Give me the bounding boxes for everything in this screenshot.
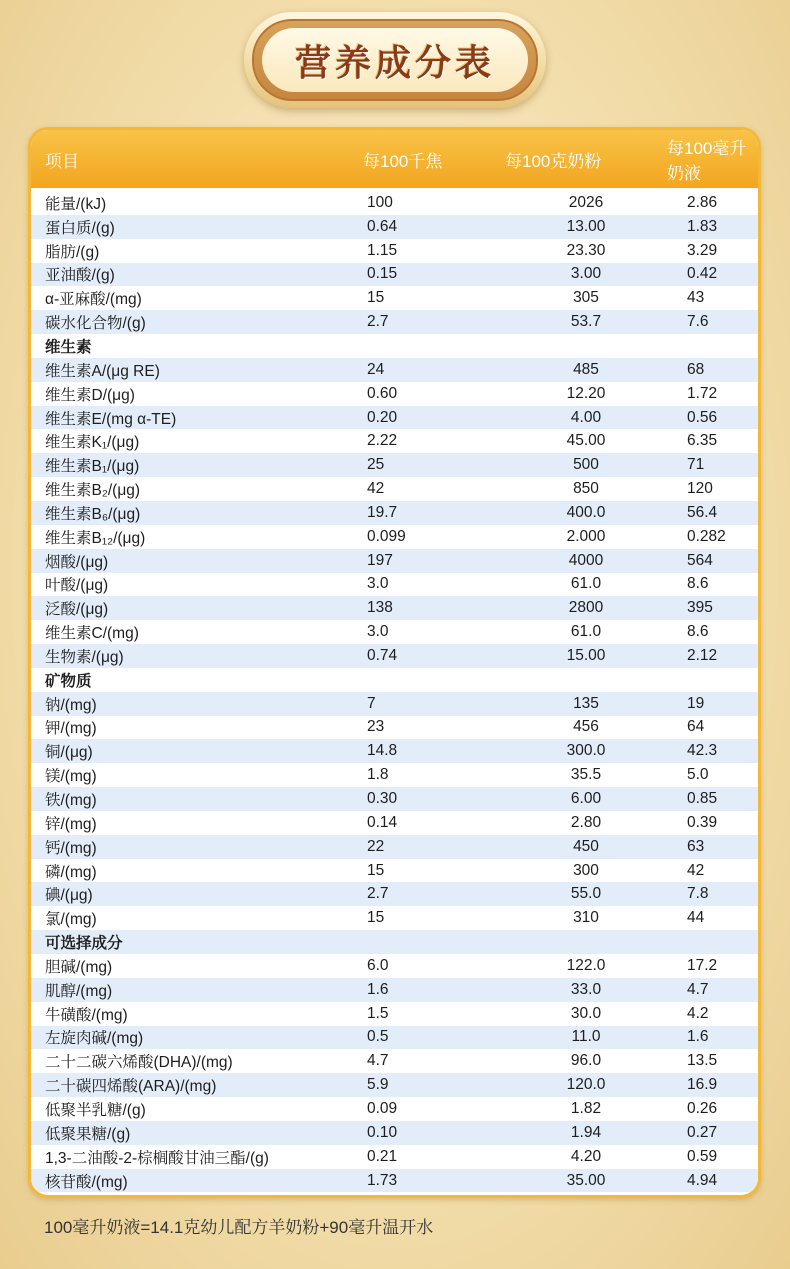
cell-per-100g: 6.00 [570, 790, 602, 808]
cell-per-100kj: 4.7 [367, 1052, 389, 1070]
cell-per-100kj: 197 [367, 551, 393, 569]
cell-nutrient: 镁/(mg) [45, 768, 97, 786]
cell-nutrient: 钠/(mg) [45, 696, 97, 714]
cell-nutrient: 维生素D/(μg) [45, 386, 135, 404]
cell-per-100g: 23.30 [566, 241, 606, 259]
cell-per-100kj: 2.7 [367, 885, 389, 903]
cell-per-100g: 122.0 [566, 956, 606, 974]
cell-nutrient: 肌醇/(mg) [45, 982, 113, 1000]
cell-nutrient: 维生素E/(mg α-TE) [45, 410, 177, 428]
table-row [31, 763, 758, 787]
table-row [31, 453, 758, 477]
table-row [31, 835, 758, 859]
cell-per-100g: 35.00 [566, 1171, 606, 1189]
table-row [31, 358, 758, 382]
cell-per-100kj: 23 [367, 718, 385, 736]
page-title: 营养成分表 [294, 42, 495, 84]
cell-per-100g: 310 [573, 909, 599, 927]
cell-per-100kj: 25 [367, 456, 385, 474]
table-row [31, 644, 758, 668]
table-row [31, 191, 758, 215]
cell-per-100kj: 138 [367, 599, 393, 617]
cell-per-100g: 61.0 [570, 575, 602, 593]
cell-per-100ml: 564 [687, 551, 713, 569]
table-header [31, 130, 758, 188]
header-per-100g-powder: 每100克奶粉 [505, 151, 602, 171]
table-row [31, 501, 758, 525]
cell-nutrient: 维生素B₆/(μg) [45, 505, 141, 523]
cell-nutrient: 二十碳四烯酸(ARA)/(mg) [45, 1078, 217, 1096]
table-row [31, 954, 758, 978]
cell-per-100g: 11.0 [571, 1028, 601, 1046]
cell-per-100g: 4.20 [570, 1147, 602, 1165]
cell-per-100ml: 0.27 [687, 1123, 718, 1141]
table-row [31, 310, 758, 334]
cell-per-100ml: 395 [687, 599, 713, 617]
cell-per-100ml: 42.3 [687, 742, 718, 760]
cell-nutrient: 维生素A/(μg RE) [45, 362, 160, 380]
cell-per-100ml: 71 [687, 456, 705, 474]
table-row [31, 263, 758, 287]
cell-nutrient: 叶酸/(μg) [45, 577, 109, 595]
table-row [31, 477, 758, 501]
cell-nutrient: 维生素K₁/(μg) [45, 434, 140, 452]
cell-per-100ml: 0.39 [687, 813, 718, 831]
title-badge [244, 12, 546, 108]
cell-nutrient: 脂肪/(g) [45, 243, 100, 261]
cell-nutrient: 碘/(μg) [45, 887, 93, 905]
cell-per-100kj: 1.8 [367, 766, 389, 784]
cell-per-100ml: 1.6 [687, 1028, 709, 1046]
cell-per-100g: 1.94 [570, 1123, 602, 1141]
cell-per-100g: 53.7 [570, 313, 602, 331]
cell-per-100kj: 0.21 [367, 1147, 398, 1165]
cell-per-100kj: 1.6 [367, 980, 389, 998]
cell-per-100g: 135 [573, 694, 599, 712]
cell-per-100kj: 2.7 [367, 313, 389, 331]
cell-per-100ml: 13.5 [687, 1052, 718, 1070]
cell-per-100ml: 7.6 [687, 313, 709, 331]
cell-per-100g: 450 [573, 837, 599, 855]
cell-per-100g: 300.0 [566, 742, 606, 760]
cell-per-100kj: 0.60 [367, 384, 398, 402]
cell-nutrient: 1,3-二油酸-2-棕榈酸甘油三酯/(g) [45, 1149, 269, 1167]
table-row [31, 692, 758, 716]
table-row [31, 573, 758, 597]
cell-per-100kj: 15 [367, 909, 385, 927]
cell-per-100g: 33.0 [570, 980, 602, 998]
cell-nutrient: 低聚果糖/(g) [45, 1125, 131, 1143]
cell-per-100g: 30.0 [570, 1004, 602, 1022]
cell-per-100ml: 1.83 [687, 217, 718, 235]
cell-nutrient: 碳水化合物/(g) [45, 315, 146, 333]
cell-nutrient: 维生素B₁₂/(μg) [45, 529, 146, 547]
table-row [31, 1121, 758, 1145]
title-badge-ring [252, 19, 538, 101]
cell-per-100kj: 0.15 [367, 265, 398, 283]
cell-per-100ml: 0.26 [687, 1099, 718, 1117]
cell-per-100g: 1.82 [570, 1099, 602, 1117]
cell-per-100kj: 0.10 [367, 1123, 398, 1141]
cell-nutrient: 左旋肉碱/(mg) [45, 1030, 144, 1048]
table-row [31, 811, 758, 835]
cell-per-100ml: 0.56 [687, 408, 718, 426]
cell-per-100ml: 68 [687, 360, 705, 378]
cell-per-100kj: 0.14 [367, 813, 398, 831]
cell-nutrient: 铁/(mg) [45, 792, 97, 810]
header-per-100ml-liquid: 每100毫升奶液 [667, 139, 747, 183]
cell-per-100g: 61.0 [570, 623, 602, 641]
table-row [31, 1049, 758, 1073]
cell-per-100g: 850 [573, 480, 599, 498]
cell-per-100g: 2.000 [566, 527, 606, 545]
cell-per-100g: 2800 [568, 599, 604, 617]
cell-per-100ml: 3.29 [687, 241, 718, 259]
cell-per-100kj: 0.099 [367, 527, 406, 545]
cell-nutrient: 钙/(mg) [45, 839, 97, 857]
table-row [31, 286, 758, 310]
header-item: 项目 [45, 151, 79, 171]
section-row [31, 334, 758, 358]
cell-per-100ml: 56.4 [687, 503, 718, 521]
cell-per-100kj: 0.30 [367, 790, 398, 808]
cell-per-100g: 4000 [568, 551, 604, 569]
cell-nutrient: 矿物质 [45, 672, 92, 690]
cell-per-100kj: 5.9 [367, 1076, 389, 1094]
cell-nutrient: 维生素C/(mg) [45, 625, 139, 643]
cell-per-100ml: 63 [687, 837, 705, 855]
cell-per-100kj: 42 [367, 480, 385, 498]
table-row [31, 382, 758, 406]
cell-per-100g: 3.00 [570, 265, 602, 283]
cell-per-100kj: 100 [367, 193, 393, 211]
cell-nutrient: 维生素B₁/(μg) [45, 458, 140, 476]
cell-per-100g: 96.0 [570, 1052, 602, 1070]
cell-per-100kj: 1.5 [367, 1004, 389, 1022]
cell-per-100ml: 16.9 [687, 1076, 718, 1094]
table-row [31, 1002, 758, 1026]
cell-per-100kj: 0.20 [367, 408, 398, 426]
table-row [31, 882, 758, 906]
cell-nutrient: 氯/(mg) [45, 911, 97, 929]
cell-per-100g: 400.0 [566, 503, 606, 521]
preparation-footnote: 100毫升奶液=14.1克幼儿配方羊奶粉+90毫升温开水 [44, 1218, 434, 1237]
cell-per-100kj: 14.8 [367, 742, 398, 760]
cell-per-100kj: 2.22 [367, 432, 398, 450]
cell-nutrient: 维生素 [45, 338, 92, 356]
cell-per-100ml: 42 [687, 861, 705, 879]
table-row [31, 1073, 758, 1097]
cell-per-100ml: 17.2 [687, 956, 718, 974]
table-row [31, 239, 758, 263]
cell-nutrient: 二十二碳六烯酸(DHA)/(mg) [45, 1054, 233, 1072]
cell-per-100kj: 15 [367, 289, 385, 307]
cell-per-100kj: 0.74 [367, 646, 398, 664]
cell-per-100g: 300 [573, 861, 599, 879]
cell-per-100kj: 22 [367, 837, 385, 855]
cell-nutrient: 可选择成分 [45, 935, 123, 953]
table-row [31, 1145, 758, 1169]
cell-per-100kj: 0.09 [367, 1099, 398, 1117]
table-row [31, 596, 758, 620]
cell-per-100ml: 2.86 [687, 193, 718, 211]
cell-per-100kj: 15 [367, 861, 385, 879]
cell-per-100ml: 44 [687, 909, 705, 927]
cell-per-100kj: 1.73 [367, 1171, 398, 1189]
cell-per-100kj: 3.0 [367, 575, 389, 593]
table-row [31, 716, 758, 740]
table-row [31, 978, 758, 1002]
cell-per-100kj: 6.0 [367, 956, 389, 974]
cell-per-100ml: 7.8 [687, 885, 709, 903]
table-body [31, 188, 758, 1192]
table-row [31, 906, 758, 930]
cell-per-100g: 4.00 [570, 408, 602, 426]
cell-nutrient: 生物素/(μg) [45, 648, 124, 666]
cell-nutrient: 泛酸/(μg) [45, 601, 109, 619]
cell-per-100ml: 2.12 [687, 646, 718, 664]
cell-per-100g: 456 [573, 718, 599, 736]
cell-nutrient: 维生素B₂/(μg) [45, 482, 141, 500]
table-row [31, 429, 758, 453]
cell-per-100ml: 4.7 [687, 980, 709, 998]
cell-per-100ml: 4.2 [687, 1004, 709, 1022]
cell-per-100ml: 0.59 [687, 1147, 718, 1165]
cell-nutrient: 铜/(μg) [45, 744, 93, 762]
cell-nutrient: 亚油酸/(g) [45, 267, 115, 285]
cell-per-100g: 12.20 [566, 384, 606, 402]
cell-per-100kj: 0.64 [367, 217, 398, 235]
cell-per-100ml: 8.6 [687, 575, 709, 593]
cell-per-100g: 305 [573, 289, 599, 307]
cell-per-100ml: 0.42 [687, 265, 718, 283]
cell-nutrient: α-亚麻酸/(mg) [45, 291, 142, 309]
table-row [31, 525, 758, 549]
table-row [31, 787, 758, 811]
header-per-100kj: 每100千焦 [363, 151, 443, 171]
cell-per-100kj: 24 [367, 360, 385, 378]
cell-per-100ml: 120 [687, 480, 713, 498]
table-row [31, 1026, 758, 1050]
cell-per-100ml: 6.35 [687, 432, 718, 450]
cell-per-100g: 120.0 [566, 1076, 606, 1094]
cell-nutrient: 钾/(mg) [45, 720, 97, 738]
cell-per-100g: 35.5 [570, 766, 602, 784]
table-row [31, 549, 758, 573]
table-row [31, 215, 758, 239]
cell-nutrient: 核苷酸/(mg) [45, 1173, 128, 1191]
cell-nutrient: 胆碱/(mg) [45, 958, 113, 976]
section-row [31, 930, 758, 954]
cell-per-100g: 15.00 [566, 646, 606, 664]
cell-per-100ml: 8.6 [687, 623, 709, 641]
cell-per-100ml: 19 [687, 694, 705, 712]
table-row [31, 406, 758, 430]
cell-per-100g: 45.00 [566, 432, 606, 450]
title-badge-core [262, 28, 528, 92]
cell-per-100ml: 0.85 [687, 790, 718, 808]
table-row [31, 620, 758, 644]
cell-per-100ml: 0.282 [687, 527, 726, 545]
cell-per-100kj: 0.5 [367, 1028, 389, 1046]
cell-nutrient: 磷/(mg) [45, 863, 97, 881]
cell-per-100ml: 1.72 [687, 384, 718, 402]
cell-per-100g: 2.80 [570, 813, 602, 831]
cell-per-100g: 500 [573, 456, 599, 474]
table-row [31, 1169, 758, 1193]
section-row [31, 668, 758, 692]
cell-per-100kj: 7 [367, 694, 376, 712]
cell-per-100g: 13.00 [566, 217, 606, 235]
cell-nutrient: 蛋白质/(g) [45, 219, 115, 237]
table-row [31, 859, 758, 883]
cell-nutrient: 锌/(mg) [45, 815, 97, 833]
cell-per-100ml: 64 [687, 718, 705, 736]
table-row [31, 1097, 758, 1121]
cell-per-100kj: 1.15 [367, 241, 398, 259]
cell-nutrient: 能量/(kJ) [45, 195, 107, 213]
table-row [31, 739, 758, 763]
nutrition-table [28, 127, 761, 1198]
cell-per-100g: 55.0 [570, 885, 602, 903]
cell-nutrient: 牛磺酸/(mg) [45, 1006, 128, 1024]
cell-per-100kj: 3.0 [367, 623, 389, 641]
cell-per-100kj: 19.7 [367, 503, 398, 521]
cell-nutrient: 低聚半乳糖/(g) [45, 1101, 146, 1119]
cell-per-100ml: 5.0 [687, 766, 709, 784]
cell-nutrient: 烟酸/(μg) [45, 553, 109, 571]
cell-per-100g: 485 [573, 360, 599, 378]
cell-per-100ml: 43 [687, 289, 705, 307]
cell-per-100g: 2026 [568, 193, 604, 211]
cell-per-100ml: 4.94 [687, 1171, 718, 1189]
